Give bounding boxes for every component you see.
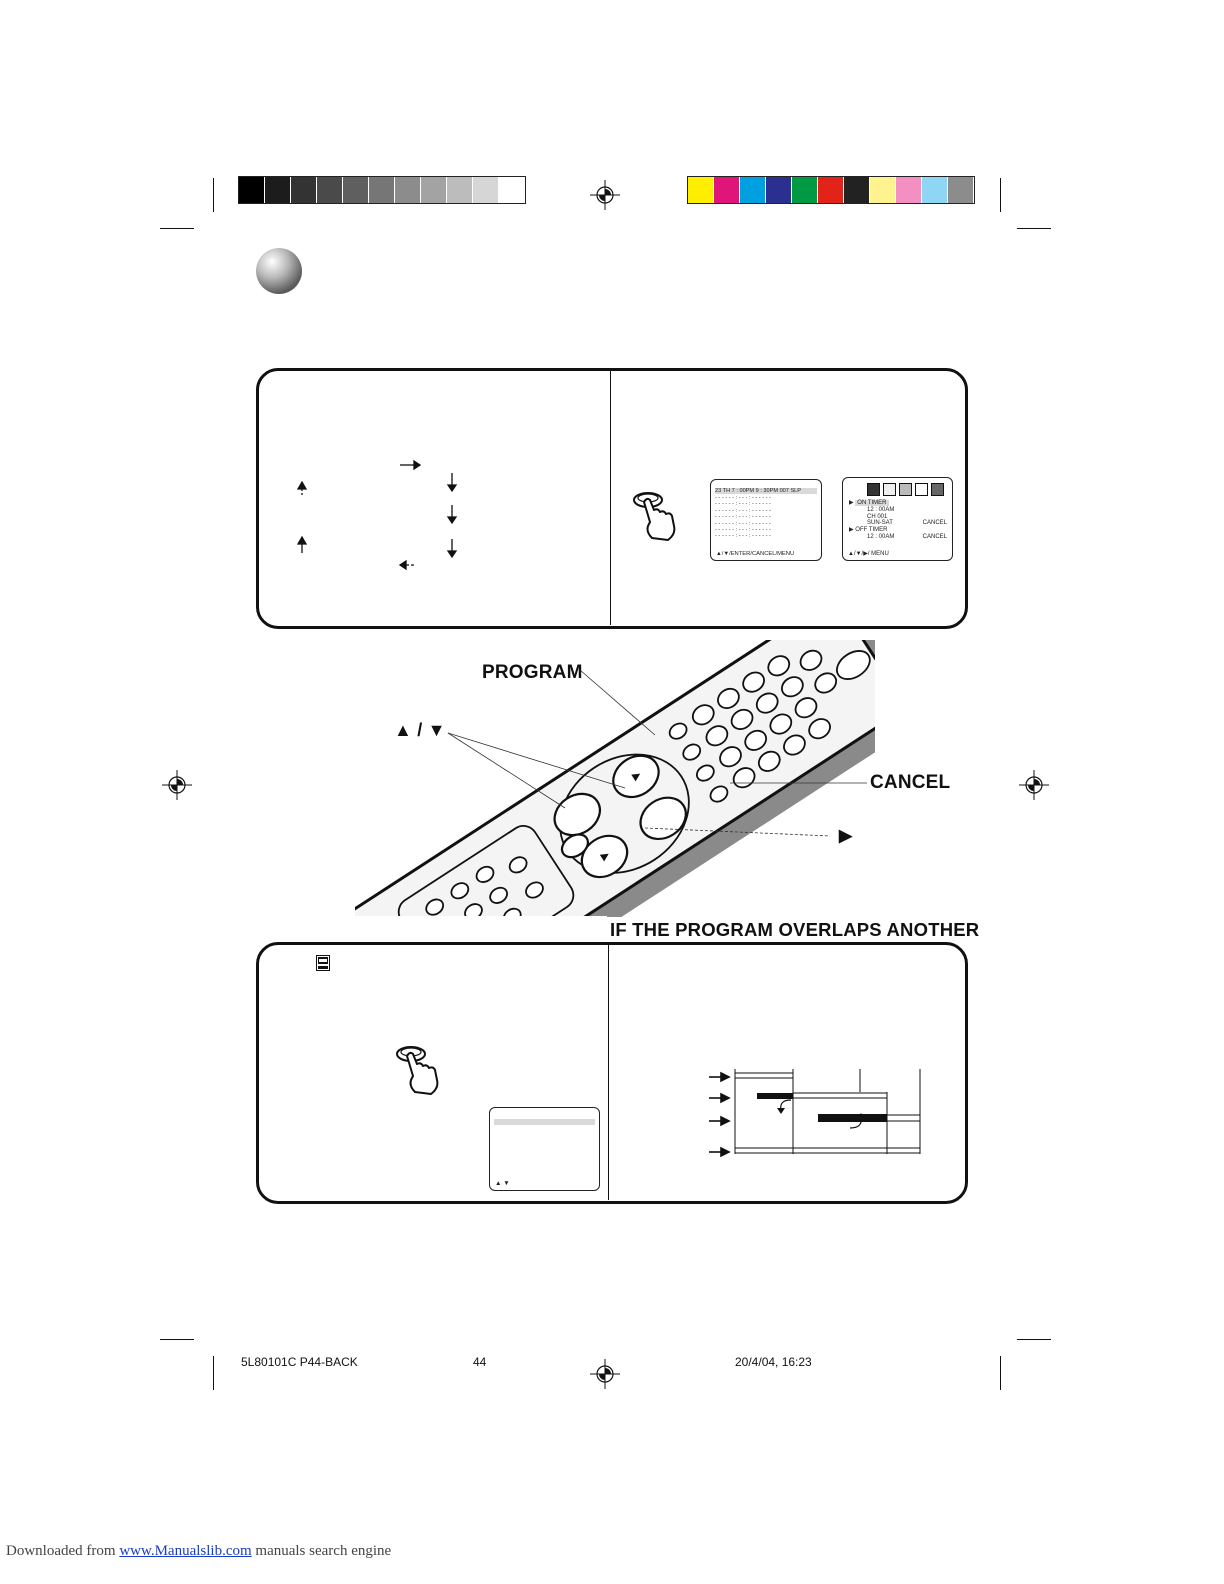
up-down-button-label: ▲ / ▼ bbox=[394, 720, 446, 740]
registration-target-icon bbox=[162, 770, 192, 800]
hand-press-icon bbox=[628, 488, 684, 544]
cc-menu-icon bbox=[931, 483, 944, 496]
remote-control-illustration bbox=[355, 640, 875, 945]
color-swatch bbox=[792, 177, 818, 203]
timer-list-footer: ▲/▼/ENTER/CANCEL/MENU bbox=[716, 551, 795, 557]
crop-mark bbox=[160, 1339, 194, 1340]
color-swatch bbox=[395, 177, 421, 203]
process-color-bar bbox=[687, 176, 975, 204]
timer-list-rows bbox=[715, 495, 817, 540]
timer-list-row: - - - - - - : - - - : - - - - - - bbox=[715, 507, 771, 514]
crop-mark bbox=[213, 178, 214, 212]
off-timer-label: OFF TIMER bbox=[855, 527, 888, 534]
on-timer-label: ON TIMER bbox=[857, 500, 887, 506]
download-prefix: Downloaded from bbox=[6, 1543, 120, 1559]
color-swatch bbox=[265, 177, 291, 203]
footer-date: 20/4/04, 16:23 bbox=[735, 1355, 812, 1369]
on-timer-channel: CH 001 bbox=[867, 513, 888, 520]
timer-list-row: - - - - - - : - - - : - - - - - - bbox=[715, 514, 771, 521]
crop-mark bbox=[1017, 1339, 1051, 1340]
timer-menu-icon bbox=[915, 483, 928, 496]
right-button-label: ▶ bbox=[839, 826, 853, 845]
panel-divider bbox=[608, 945, 609, 1200]
crop-mark bbox=[160, 228, 194, 229]
color-swatch bbox=[688, 177, 714, 203]
timer-list-header: 23 TH 7 : 00PM 9 : 30PM 007 SLP bbox=[715, 488, 817, 494]
on-timer-time: 12 : 00AM bbox=[867, 506, 895, 513]
color-swatch bbox=[896, 177, 922, 203]
timer-list-row: - - - - - - : - - - : - - - - - - bbox=[715, 520, 771, 527]
timer-menu-footer: ▲/▼/▶/ MENU bbox=[848, 551, 889, 557]
timer-menu-screen: ▶ ON TIMER 12 : 00AM CH 001 SUN-SAT CANCEL ▶ OFF TIMER 12 : 00AM CANCEL ▲/▼/▶/ MENU bbox=[842, 477, 953, 561]
color-swatch bbox=[239, 177, 265, 203]
overlap-timeline-diagram bbox=[705, 1066, 930, 1161]
timer-setting-footer: ▲ ▼ bbox=[495, 1180, 510, 1187]
timer-setting-screen bbox=[489, 1107, 600, 1191]
highlight-bar bbox=[494, 1119, 595, 1125]
setup-menu-icon bbox=[899, 483, 912, 496]
timer-tab-icon bbox=[316, 955, 330, 971]
timer-list-row: - - - - - - : - - - : - - - - - - bbox=[715, 495, 771, 501]
on-timer-days: SUN-SAT bbox=[867, 520, 893, 527]
cancel-button-label: CANCEL bbox=[870, 772, 951, 793]
download-notice bbox=[6, 1543, 391, 1560]
menu-icon-row bbox=[867, 483, 944, 496]
registration-target-icon bbox=[590, 180, 620, 210]
grayscale-color-bar bbox=[238, 176, 526, 204]
off-timer-time: 12 : 00AM bbox=[867, 533, 895, 540]
color-swatch bbox=[343, 177, 369, 203]
picture-menu-icon bbox=[867, 483, 880, 496]
registration-target-icon bbox=[590, 1359, 620, 1389]
audio-menu-icon bbox=[883, 483, 896, 496]
color-swatch bbox=[818, 177, 844, 203]
crop-mark bbox=[213, 1356, 214, 1390]
panel-divider bbox=[610, 371, 611, 625]
registration-target-icon bbox=[1019, 770, 1049, 800]
on-timer-cancel: CANCEL bbox=[922, 520, 947, 527]
timer-list-screen bbox=[710, 479, 822, 561]
color-swatch bbox=[291, 177, 317, 203]
hand-press-icon bbox=[391, 1042, 447, 1098]
crop-mark bbox=[1000, 1356, 1001, 1390]
color-swatch bbox=[922, 177, 948, 203]
flow-arrows-diagram bbox=[290, 455, 470, 575]
color-swatch bbox=[870, 177, 896, 203]
program-button-label: PROGRAM bbox=[482, 662, 583, 683]
color-swatch bbox=[369, 177, 395, 203]
color-swatch bbox=[948, 177, 974, 203]
color-swatch bbox=[317, 177, 343, 203]
download-suffix: manuals search engine bbox=[251, 1543, 392, 1559]
color-swatch bbox=[766, 177, 792, 203]
manualslib-link[interactable]: www.Manualslib.com bbox=[119, 1543, 252, 1559]
crop-mark bbox=[1017, 228, 1051, 229]
color-swatch bbox=[473, 177, 499, 203]
color-swatch bbox=[740, 177, 766, 203]
footer-page-number: 44 bbox=[473, 1355, 487, 1369]
footer-file-name: 5L80101C P44-BACK bbox=[241, 1355, 358, 1369]
color-swatch bbox=[499, 177, 525, 203]
off-timer-cancel: CANCEL bbox=[922, 533, 947, 540]
color-swatch bbox=[844, 177, 870, 203]
timer-list-row: - - - - - - : - - - : - - - - - - bbox=[715, 501, 771, 508]
timer-list-row: - - - - - - : - - - : - - - - - - bbox=[715, 527, 771, 534]
color-swatch bbox=[421, 177, 447, 203]
crop-mark bbox=[1000, 178, 1001, 212]
color-swatch bbox=[447, 177, 473, 203]
overlap-heading: IF THE PROGRAM OVERLAPS ANOTHER bbox=[607, 917, 982, 943]
color-swatch bbox=[714, 177, 740, 203]
timer-list-row: - - - - - - : - - - : - - - - - - bbox=[715, 533, 771, 540]
section-bullet-icon bbox=[254, 246, 304, 296]
